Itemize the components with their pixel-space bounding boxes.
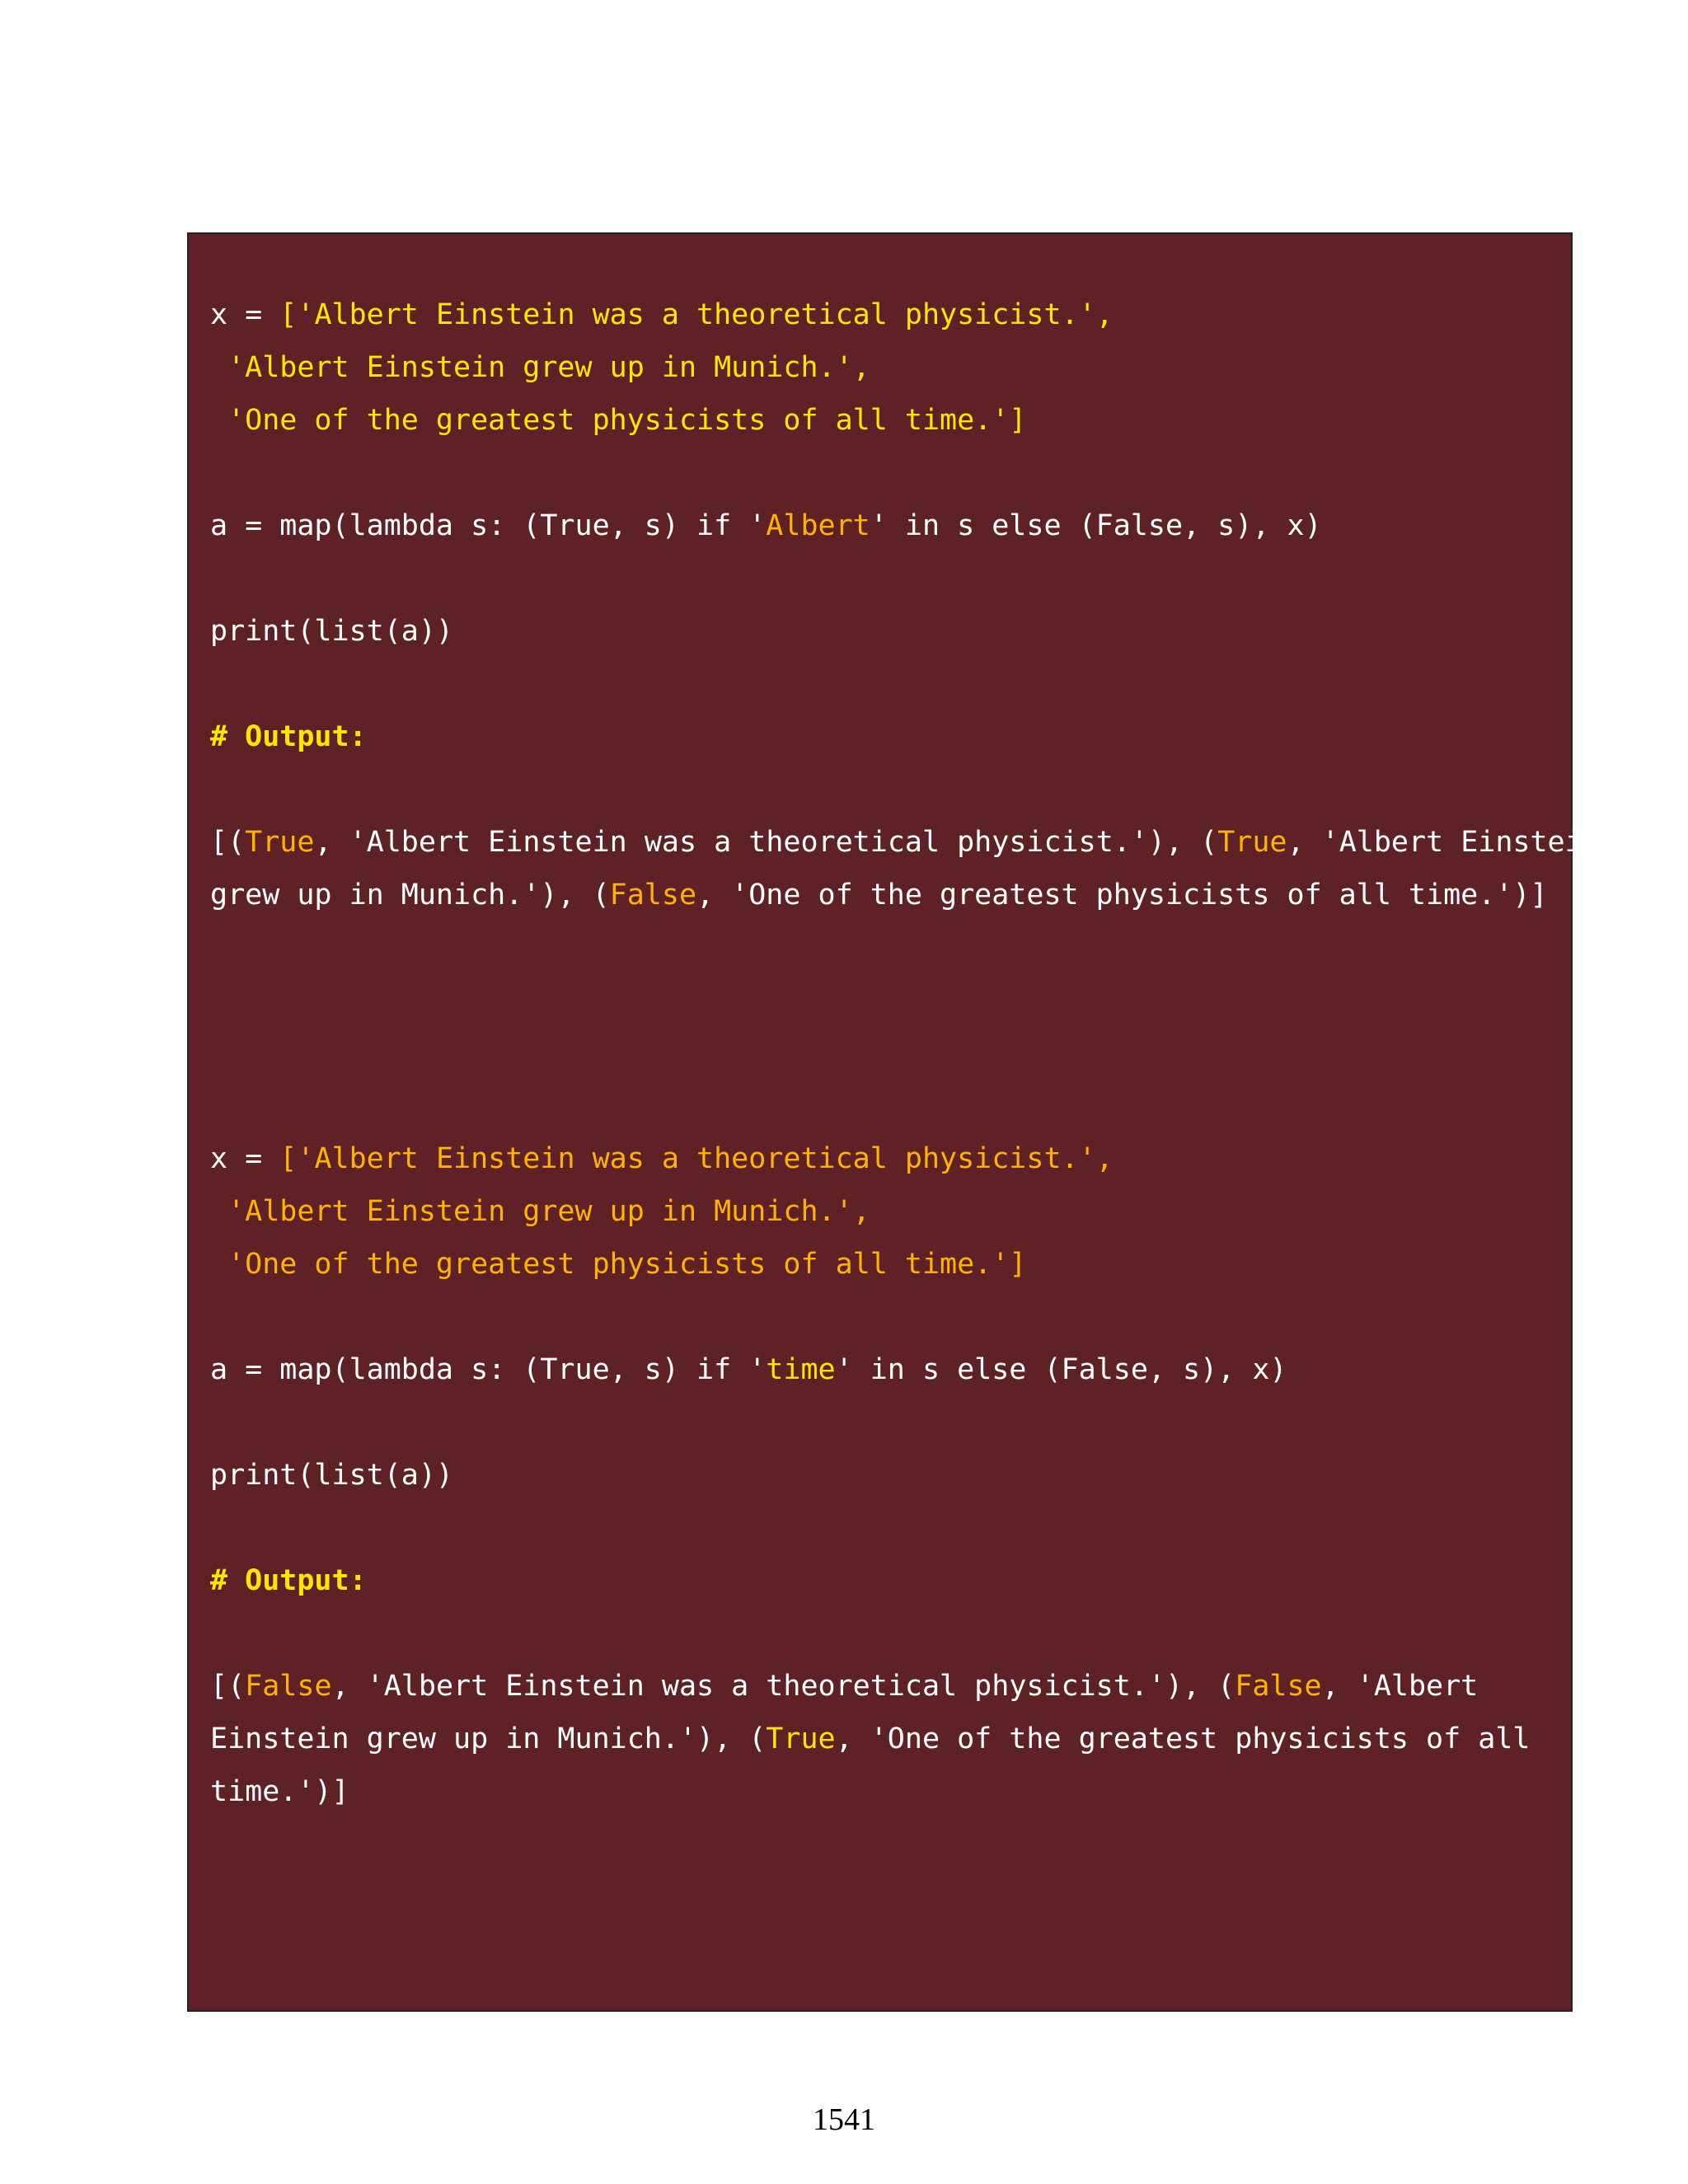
code-line-x-assign-1: [210, 288, 1114, 341]
output-line-5: time.')]: [210, 1775, 349, 1808]
output-comment-1: [210, 710, 367, 763]
string-literal: 'Albert Einstein grew up in Munich.',: [210, 1195, 870, 1228]
search-keyword: Albert: [766, 509, 870, 542]
string-literal: 'Albert Einstein grew up in Munich.',: [210, 351, 870, 384]
comment-text: # Output:: [210, 720, 367, 753]
code-text: print(list(a)): [210, 1459, 454, 1492]
bool-literal: True: [245, 826, 315, 859]
output-line-1: [(True, 'Albert Einstein was a theoretical physicist.'), (True, 'Albert Einstein: [210, 826, 1600, 859]
code-line-print-2: [210, 1449, 453, 1502]
code-line-list-item-2b: [210, 1185, 870, 1238]
bool-literal: False: [1235, 1670, 1322, 1703]
bool-literal: True: [1217, 826, 1287, 859]
code-text: a = map(lambda s: (True, s) if ': [210, 509, 767, 542]
code-line-x-assign-2: [210, 1132, 1114, 1185]
string-literal: ['Albert Einstein was a theoretical physicist.',: [279, 298, 1114, 331]
search-keyword: time: [766, 1353, 836, 1386]
output-line-4: Einstein grew up in Munich.'), (True, 'One of the greatest physicists of all: [210, 1722, 1531, 1755]
code-line-print-1: [210, 605, 453, 658]
code-text: ' in s else (False, s), x): [835, 1353, 1287, 1386]
comment-text: # Output:: [210, 1564, 367, 1597]
code-block: [187, 232, 1600, 2012]
code-line-map-2: [210, 1343, 1287, 1396]
output-comment-2: [210, 1554, 367, 1607]
code-line-list-item-2: [210, 341, 870, 394]
bool-literal: False: [609, 879, 697, 912]
bool-literal: True: [766, 1722, 836, 1755]
code-text: ' in s else (False, s), x): [870, 509, 1322, 542]
bool-literal: False: [245, 1670, 332, 1703]
code-text: x =: [210, 1142, 280, 1175]
string-literal: 'One of the greatest physicists of all time.']: [210, 404, 1027, 437]
code-text: x =: [210, 298, 280, 331]
code-line-list-item-3b: [210, 1238, 1026, 1291]
page-number: 1541: [813, 2102, 875, 2137]
string-literal: 'One of the greatest physicists of all time.']: [210, 1248, 1027, 1281]
code-text: print(list(a)): [210, 615, 454, 648]
output-line-2: grew up in Munich.'), (False, 'One of the greatest physicists of all time.')]: [210, 879, 1548, 912]
string-literal: ['Albert Einstein was a theoretical physicist.',: [279, 1142, 1114, 1175]
output-line-3: [(False, 'Albert Einstein was a theoretical physicist.'), (False, 'Albert: [210, 1670, 1479, 1703]
code-line-list-item-3: [210, 394, 1026, 447]
code-line-map-1: [210, 499, 1322, 552]
code-text: a = map(lambda s: (True, s) if ': [210, 1353, 767, 1386]
